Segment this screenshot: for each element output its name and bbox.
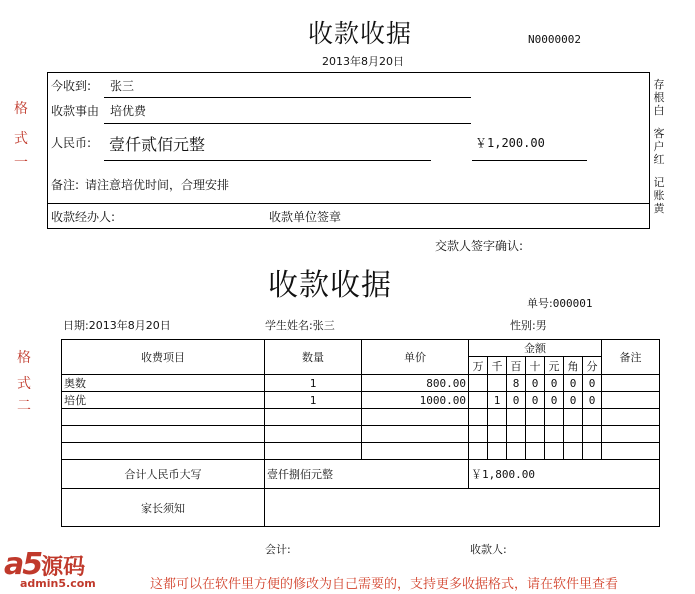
underline [104,160,431,161]
note-label: 备注: [51,178,80,192]
logo-url: admin5.com [20,577,96,590]
accountant-label: 会计: [265,543,291,556]
row-qty [265,409,362,426]
receipt2-title: 收款收据 [268,268,392,303]
row-digit [564,426,583,443]
row-digit [488,409,507,426]
header-qty: 数量 [265,340,362,375]
row-digit [583,426,602,443]
row-digit [564,443,583,460]
row-digit: 0 [545,375,564,392]
row-item: 培优 [62,392,265,409]
digit-header: 分 [583,357,602,375]
row-digit [488,375,507,392]
row-digit [564,409,583,426]
row-digit: 0 [526,392,545,409]
number-label: 单号: [527,297,553,310]
date-value: 2013年8月20日 [88,319,171,332]
parent-note-row [62,489,660,527]
row-digit: 0 [545,392,564,409]
row-digit [545,443,564,460]
payee-label: 收款人: [470,543,507,556]
row-digit [545,409,564,426]
row-item [62,443,265,460]
row-qty [265,443,362,460]
row-digit: 0 [507,392,526,409]
format1-side-label: 格 式 一 [14,101,28,171]
logo-cn: 源码 [41,555,86,580]
number-value: 000001 [552,297,593,310]
row-price: 1000.00 [362,392,469,409]
row-note [602,426,660,443]
seal-label: 收款单位签章 [269,210,342,224]
receipt2-date [63,317,171,333]
row-digit [469,392,488,409]
row-digit [526,443,545,460]
divider [48,203,649,204]
copies-label: 存 根 白 客 户 红 记 账 黄 [653,78,665,215]
gender-label: 性别: [510,319,536,332]
fee-table [61,339,660,527]
received-from-label: 今收到: [51,79,92,93]
gender [510,317,547,333]
student-name [265,317,335,333]
row-digit [583,443,602,460]
row-qty: 1 [265,392,362,409]
digit-header: 元 [545,357,564,375]
row-digit: 0 [526,375,545,392]
table-row [62,375,660,392]
row-price [362,426,469,443]
receipt1-number: N0000002 [528,33,581,46]
underline [104,123,471,124]
date-label: 日期: [63,319,89,332]
underline [104,97,471,98]
row-digit [507,409,526,426]
row-digit [469,409,488,426]
header-note: 备注 [602,340,660,375]
parent-note-label: 家长须知 [62,489,265,527]
row-price [362,409,469,426]
row-digit: 0 [583,375,602,392]
row-digit: 0 [564,375,583,392]
reason-value: 培优费 [110,104,147,118]
student-value: 张三 [312,319,335,332]
table-row [62,443,660,460]
digit-header: 角 [564,357,583,375]
student-label: 学生姓名: [265,319,313,332]
parent-note-value [265,489,660,527]
digit-header: 十 [526,357,545,375]
row-digit: 1 [488,392,507,409]
header-amount: 金额 [469,340,602,357]
row-item: 奥数 [62,375,265,392]
row-digit [526,426,545,443]
row-digit [583,409,602,426]
total-row [62,460,660,489]
receipt1-title: 收款收据 [308,19,413,48]
row-digit: 8 [507,375,526,392]
site-logo [4,547,96,590]
logo-a5: a5 [4,547,42,582]
table-row [62,426,660,443]
row-digit: 0 [583,392,602,409]
gender-value: 男 [535,319,547,332]
row-digit [507,426,526,443]
format2-side-label: 格 式 二 [17,350,31,414]
row-digit [469,375,488,392]
receipt1-box [47,72,650,229]
table-row [62,409,660,426]
row-digit [545,426,564,443]
row-item [62,426,265,443]
row-item [62,409,265,426]
row-digit: 0 [564,392,583,409]
row-note [602,392,660,409]
rmb-words: 壹仟贰佰元整 [109,135,206,154]
row-note [602,443,660,460]
total-amount: ￥1,800.00 [469,460,660,489]
row-digit [507,443,526,460]
payer-sign-label: 交款人签字确认: [435,239,524,253]
header-item: 收费项目 [62,340,265,375]
reason-label: 收款事由 [51,104,100,118]
row-digit [488,443,507,460]
row-note [602,375,660,392]
table-row [62,392,660,409]
handler-label: 收款经办人: [51,210,116,224]
total-label: 合计人民币大写 [62,460,265,489]
receipt2-number [527,295,592,311]
row-qty [265,426,362,443]
total-words: 壹仟捌佰元整 [265,460,469,489]
receipt1-date: 2013年8月20日 [322,55,404,68]
received-from-value: 张三 [110,79,135,93]
row-digit [488,426,507,443]
digit-header: 万 [469,357,488,375]
row-price [362,443,469,460]
note-value: 请注意培优时间，合理安排 [85,178,230,192]
digit-header: 千 [488,357,507,375]
underline [472,160,587,161]
row-digit [526,409,545,426]
footer-note: 这都可以在软件里方便的修改为自己需要的，支持更多收据格式，请在软件里查看 [150,577,619,592]
row-digit [469,443,488,460]
row-digit [469,426,488,443]
digit-header: 百 [507,357,526,375]
row-price: 800.00 [362,375,469,392]
rmb-amount: ￥1,200.00 [475,136,545,150]
header-price: 单价 [362,340,469,375]
row-note [602,409,660,426]
row-qty: 1 [265,375,362,392]
rmb-label: 人民币: [51,136,92,150]
